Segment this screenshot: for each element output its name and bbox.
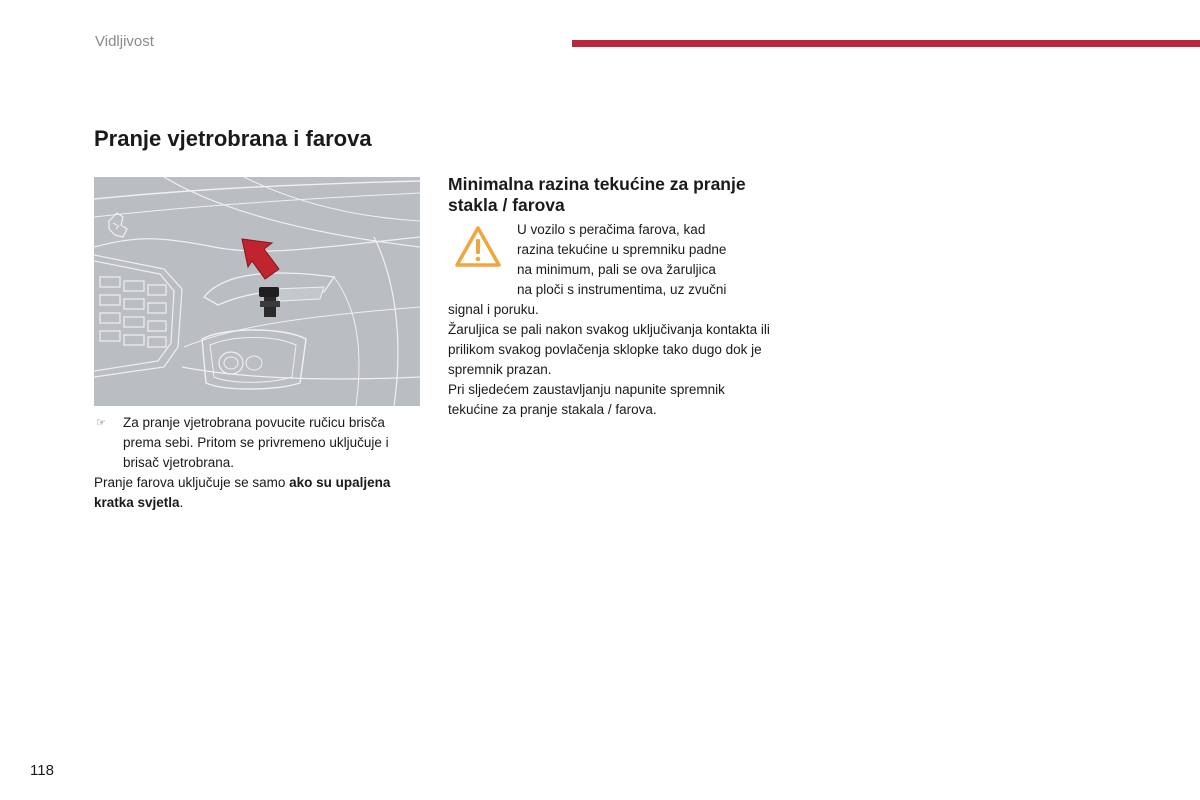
page-title: Pranje vjetrobrana i farova xyxy=(94,126,372,151)
lamp-behavior-paragraph: Žarulјica se pali nakon svakog uključivanja kontakta ili prilikom svakog povlačenja sklopke tako dugo dok je spremnik prazan. xyxy=(448,322,770,377)
section-label: Vidljivost xyxy=(95,33,154,50)
warning-text-line-4: na ploči s instrumentima, uz zvučni xyxy=(517,282,727,297)
section-subtitle: Minimalna razina tekućine za pranje stakla / farova xyxy=(448,174,746,215)
warning-text-line-3: na minimum, pali se ova žaruljica xyxy=(517,262,716,277)
note-prefix: Pranje farova uključuje se samo xyxy=(94,475,290,490)
pointing-hand-icon: ☞ xyxy=(96,417,106,429)
right-column xyxy=(448,174,778,420)
warning-block xyxy=(448,220,778,320)
warning-text-line-1: U vozilo s peračima farova, kad xyxy=(517,222,706,237)
page-number: 118 xyxy=(30,762,54,779)
header-accent-bar xyxy=(572,40,1200,47)
warning-text-line-2: razina tekućine u spremniku padne xyxy=(517,242,727,257)
left-text-block xyxy=(94,413,424,513)
warning-triangle-icon xyxy=(454,225,502,269)
headlamp-washer-illustration xyxy=(94,177,420,406)
bullet-text: Za pranje vjetrobrana povucite ručicu brisča prema sebi. Pritom se privremeno uključuje i brisač vjetrobrana. xyxy=(123,415,389,470)
instruction-bullet xyxy=(94,413,424,473)
headlamp-note xyxy=(94,473,424,513)
refill-paragraph: Pri sljedećem zaustavljanju napunite spremnik tekućine za pranje stakala / farova. xyxy=(448,382,725,417)
note-suffix: . xyxy=(179,495,184,510)
car-front-illustration-icon xyxy=(94,177,420,406)
note-bold: ako su upaljena kratka svjetla xyxy=(94,475,391,510)
warning-text-tail: signal i poruku. xyxy=(448,302,539,317)
